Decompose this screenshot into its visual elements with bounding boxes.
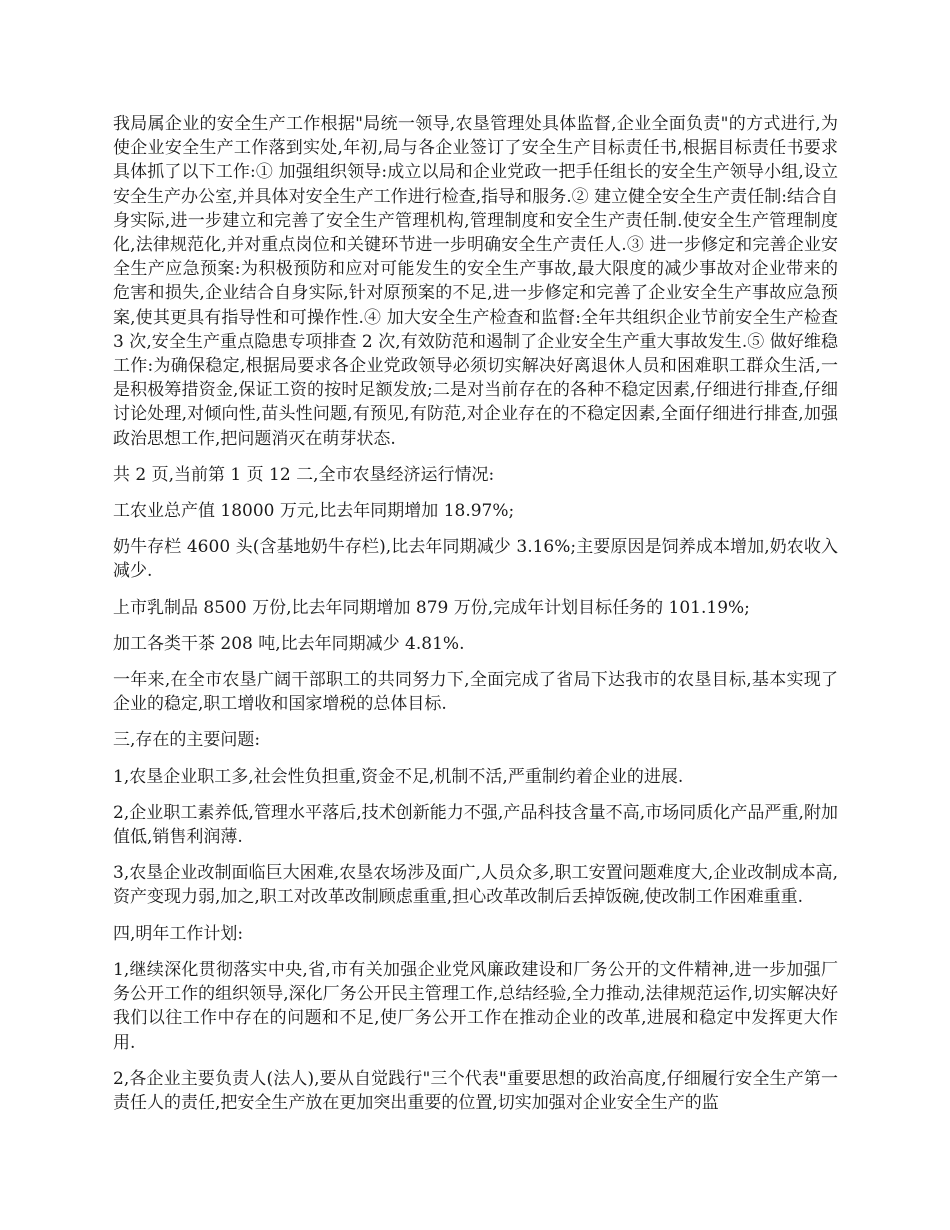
paragraph-output-value: 工农业总产值 18000 万元,比去年同期增加 18.97%; <box>113 501 515 522</box>
paragraph-safety-work: 我局属企业的安全生产工作根据"局统一领导,农垦管理处具体监督,企业全面负责"的方式进行,为使企业安全生产工作落到实处,年初,局与各企业签订了安全生产目标责任书,根据目标责任书要求具体抓了以下工作:① 加强组织领导:成立以局和企业党政一把手任组长的安全生产领导小组,设立安全生产办公室,并具体对安全生产工作进行检查,指导和服务.② 建立健全安全生产责任制:结合自身实际,进一步建立和完善了安全生产管理机构,管理制度和安全生产责任制.使安全生产管理制度化,法律规范化,并对重点岗位和关键环节进一步明确安全生产责任人.③ 进一步修定和完善企业安全生产应急预案:为积极预防和应对可能发生的安全生产事故,最大限度的减少事故对企业带来的危害和损失,企业结合自身实际,针对原预案的不足,进一步修定和完善了企业安全生产事故应急预案,使其更具有指导性和可操作性.④ 加大安全生产检查和监督:全年共组织企业节前安全生产检查 3 次,安全生产重点隐患专项排查 2 次,有效防范和遏制了企业安全生产重大事故发生.⑤ 做好维稳工作:为确保稳定,根据局要求各企业党政领导必须切实解决好离退休人员和困难职工群众生活,一是积极筹措资金,保证工资的按时足额发放;二是对当前存在的各种不稳定因素,仔细进行排查,仔细讨论处理,对倾向性,苗头性问题,有预见,有防范,对企业存在的不稳定因素,全面仔细进行排查,加强政治思想工作,把问题消灭在萌芽状态. <box>113 114 838 449</box>
paragraph-year-summary: 一年来,在全市农垦广阔干部职工的共同努力下,全面完成了省局下达我市的农垦目标,基本实现了企业的稳定,职工增收和国家增税的总体目标. <box>113 670 838 715</box>
paragraph-dairy-cattle: 奶牛存栏 4600 头(含基地奶牛存栏),比去年同期减少 3.16%;主要原因是饲养成本增加,奶农收入减少. <box>113 537 838 582</box>
paragraph-economy-heading: 共 2 页,当前第 1 页 12 二,全市农垦经济运行情况: <box>113 464 495 485</box>
problem-item-2: 2,企业职工素养低,管理水平落后,技术创新能力不强,产品科技含量不高,市场同质化产品严重,附加值低,销售利润薄. <box>113 802 838 848</box>
document-page <box>113 112 838 1127</box>
section-heading-plan: 四,明年工作计划: <box>113 923 244 944</box>
plan-item-2: 2,各企业主要负责人(法人),要从自觉践行"三个代表"重要思想的政治高度,仔细履行安全生产第一责任人的责任,把安全生产放在更加突出重要的位置,切实加强对企业安全生产的监 <box>113 1068 838 1113</box>
plan-item-1: 1,继续深化贯彻落实中央,省,市有关加强企业党风廉政建设和厂务公开的文件精神,进一步加强厂务公开工作的组织领导,深化厂务公开民主管理工作,总结经验,全力推动,法律规范运作,切实解决好我们以往工作中存在的问题和不足,使厂务公开工作在推动企业的改革,进展和稳定中发挥更大作用. <box>113 959 838 1053</box>
problem-item-3: 3,农垦企业改制面临巨大困难,农垦农场涉及面广,人员众多,职工安置问题难度大,企业改制成本高,资产变现力弱,加之,职工对改革改制顾虑重重,担心改革改制后丢掉饭碗,使改制工作困难重重. <box>113 863 838 908</box>
section-heading-problems: 三,存在的主要问题: <box>113 730 261 751</box>
problem-item-1: 1,农垦企业职工多,社会性负担重,资金不足,机制不活,严重制约着企业的进展. <box>113 766 684 787</box>
paragraph-dairy-products: 上市乳制品 8500 万份,比去年同期增加 879 万份,完成年计划目标任务的 101.19%; <box>113 597 750 618</box>
paragraph-dry-tea: 加工各类干茶 208 吨,比去年同期减少 4.81%. <box>113 633 465 654</box>
